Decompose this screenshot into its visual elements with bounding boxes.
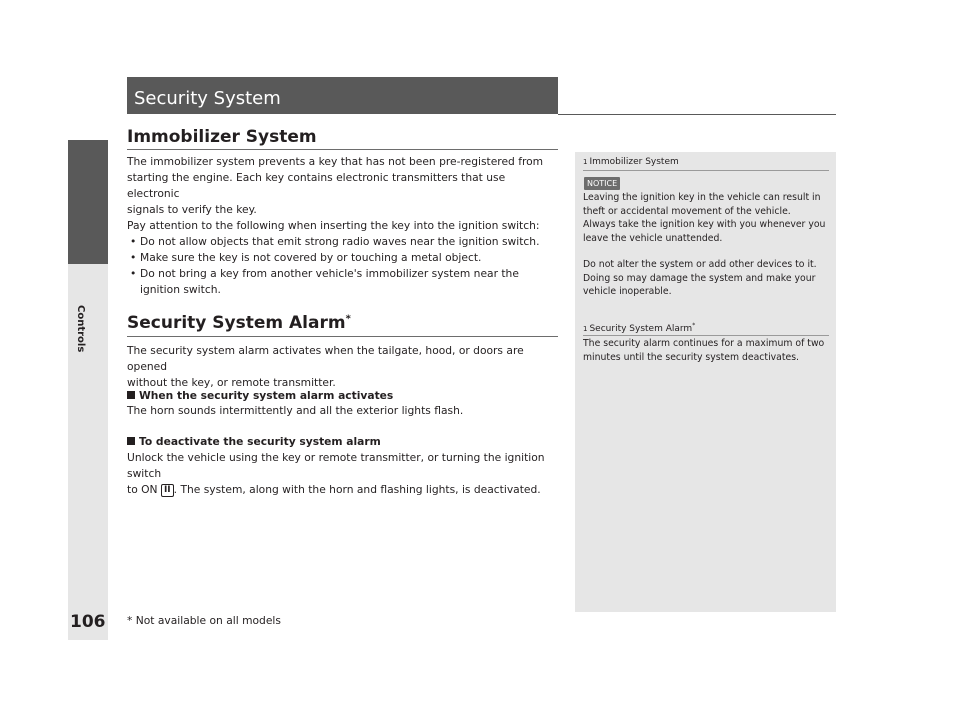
chapter-label: Controls bbox=[75, 305, 86, 353]
footnote: * Not available on all models bbox=[127, 614, 281, 627]
section-title: Security System bbox=[134, 88, 281, 109]
heading-rule bbox=[127, 336, 558, 337]
alarm-activates-subheading: When the security system alarm activates bbox=[127, 389, 393, 402]
alarm-deactivate-text: Unlock the vehicle using the key or remote transmitter, or turning the ignition switch to ON II . The system, along with the horn and flashing lights, is deactivated. bbox=[127, 451, 545, 496]
page-number: 106 bbox=[70, 612, 106, 632]
list-item: • Do not allow objects that emit strong radio waves near the ignition switch. bbox=[130, 235, 540, 248]
notice-text-2: Do not alter the system or add other devices to it. Doing so may damage the system and make your vehicle inoperable. bbox=[583, 259, 817, 298]
alarm-sidebar-text: The security alarm continues for a maximum of two minutes until the security system deactivates. bbox=[583, 338, 825, 363]
alarm-deactivate-subheading: To deactivate the security system alarm bbox=[127, 435, 381, 448]
list-item: • Do not bring a key from another vehicle's immobilizer system near the ignition switch. bbox=[130, 267, 519, 296]
reference-icon: 1 bbox=[583, 158, 588, 166]
reference-icon: 1 bbox=[583, 325, 588, 333]
alarm-activates-text: The horn sounds intermittently and all the exterior lights flash. bbox=[127, 404, 464, 417]
immobilizer-heading: Immobilizer System bbox=[127, 127, 317, 147]
sidebar-immobilizer-heading: 1 Immobilizer System bbox=[583, 157, 679, 167]
side-tab bbox=[68, 140, 108, 640]
list-item: • Make sure the key is not covered by or touching a metal object. bbox=[130, 251, 482, 264]
sidebar-rule bbox=[583, 335, 829, 336]
alarm-paragraph: The security system alarm activates when the tailgate, hood, or doors are opened without the key, or remote transmitter. bbox=[127, 344, 524, 389]
immobilizer-instruction: Pay attention to the following when inserting the key into the ignition switch: bbox=[127, 219, 540, 232]
alarm-heading: Security System Alarm* bbox=[127, 313, 351, 333]
title-rule bbox=[558, 114, 836, 115]
heading-rule bbox=[127, 149, 558, 150]
sidebar-rule bbox=[583, 170, 829, 171]
ignition-on-key-icon: II bbox=[161, 484, 174, 497]
sidebar-alarm-heading: 1 Security System Alarm* bbox=[583, 322, 696, 334]
notice-text: Leaving the ignition key in the vehicle can result in theft or accidental movement of the vehicle. Always take the ignition key with you whenever you leave the vehicle unattended. bbox=[583, 192, 826, 244]
immobilizer-paragraph: The immobilizer system prevents a key that has not been pre-registered from starting the engine. Each key contains electronic transmitters that use electronic signals to verify the key. bbox=[127, 155, 544, 216]
notice-badge: NOTICE bbox=[584, 177, 620, 190]
